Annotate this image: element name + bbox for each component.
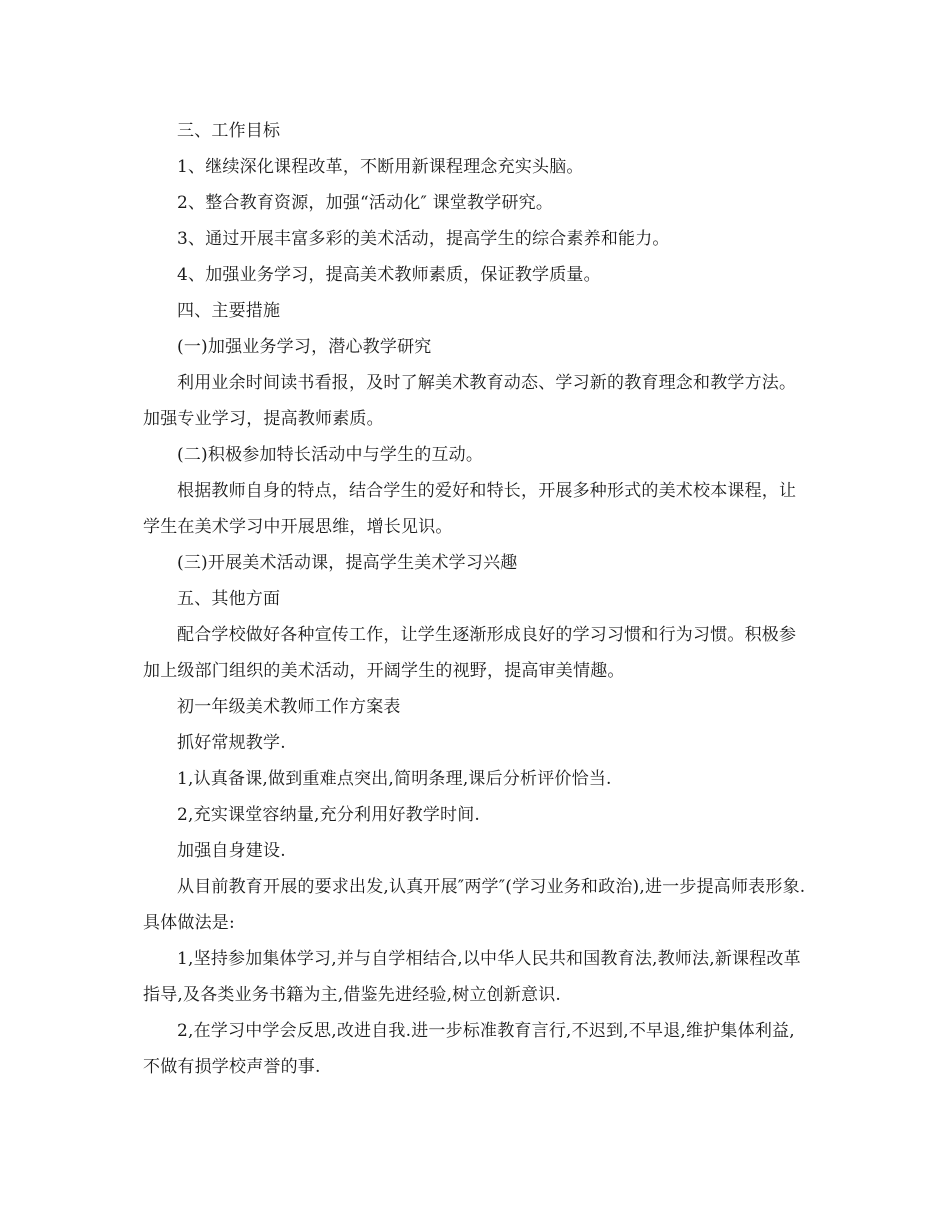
section-heading-other: 五、其他方面 [177, 589, 281, 609]
goal-item-3: 3、通过开展丰富多彩的美术活动，提高学生的综合素养和能力。 [177, 229, 670, 249]
document-body [143, 113, 809, 1085]
measure-heading-3: (三)开展美术活动课，提高学生美术学习兴趣 [177, 553, 518, 573]
self-building-intro: 从目前教育开展的要求出发,认真开展″两学″(学习业务和政治),进一步提高师表形象.具体做法是: [143, 877, 806, 933]
self-building-item-1: 1,坚持参加集体学习,并与自学相结合,以中华人民共和国教育法,教师法,新课程改革指导,及各类业务书籍为主,借鉴先进经验,树立创新意识. [143, 949, 801, 1005]
other-body: 配合学校做好各种宣传工作，让学生逐渐形成良好的学习习惯和行为习惯。积极参加上级部门组织的美术活动，开阔学生的视野，提高审美情趣。 [143, 625, 797, 681]
measure-heading-2: (二)积极参加特长活动中与学生的互动。 [177, 445, 484, 465]
plan-table-title: 初一年级美术教师工作方案表 [177, 697, 401, 717]
self-building-heading: 加强自身建设. [177, 841, 286, 861]
routine-teaching-heading: 抓好常规教学. [177, 733, 286, 753]
self-building-item-2: 2,在学习中学会反思,改进自我.进一步标准教育言行,不迟到,不早退,维护集体利益,不做有损学校声誉的事. [143, 1021, 795, 1077]
routine-item-2: 2,充实课堂容纳量,充分利用好教学时间. [177, 805, 481, 825]
measure-heading-1: (一)加强业务学习，潜心教学研究 [177, 337, 432, 357]
section-heading-measures: 四、主要措施 [177, 301, 281, 321]
section-heading-goals: 三、工作目标 [177, 121, 281, 141]
measure-body-2: 根据教师自身的特点，结合学生的爱好和特长，开展多种形式的美术校本课程，让学生在美术学习中开展思维，增长见识。 [143, 481, 797, 537]
routine-item-1: 1,认真备课,做到重难点突出,简明条理,课后分析评价恰当. [177, 769, 612, 789]
goal-item-4: 4、加强业务学习，提高美术教师素质，保证教学质量。 [177, 265, 601, 285]
goal-item-1: 1、继续深化课程改革，不断用新课程理念充实头脑。 [177, 157, 584, 177]
goal-item-2: 2、整合教育资源，加强“活动化″ 课堂教学研究。 [177, 193, 554, 213]
measure-body-1: 利用业余时间读书看报，及时了解美术教育动态、学习新的教育理念和教学方法。加强专业学习，提高教师素质。 [143, 373, 797, 429]
